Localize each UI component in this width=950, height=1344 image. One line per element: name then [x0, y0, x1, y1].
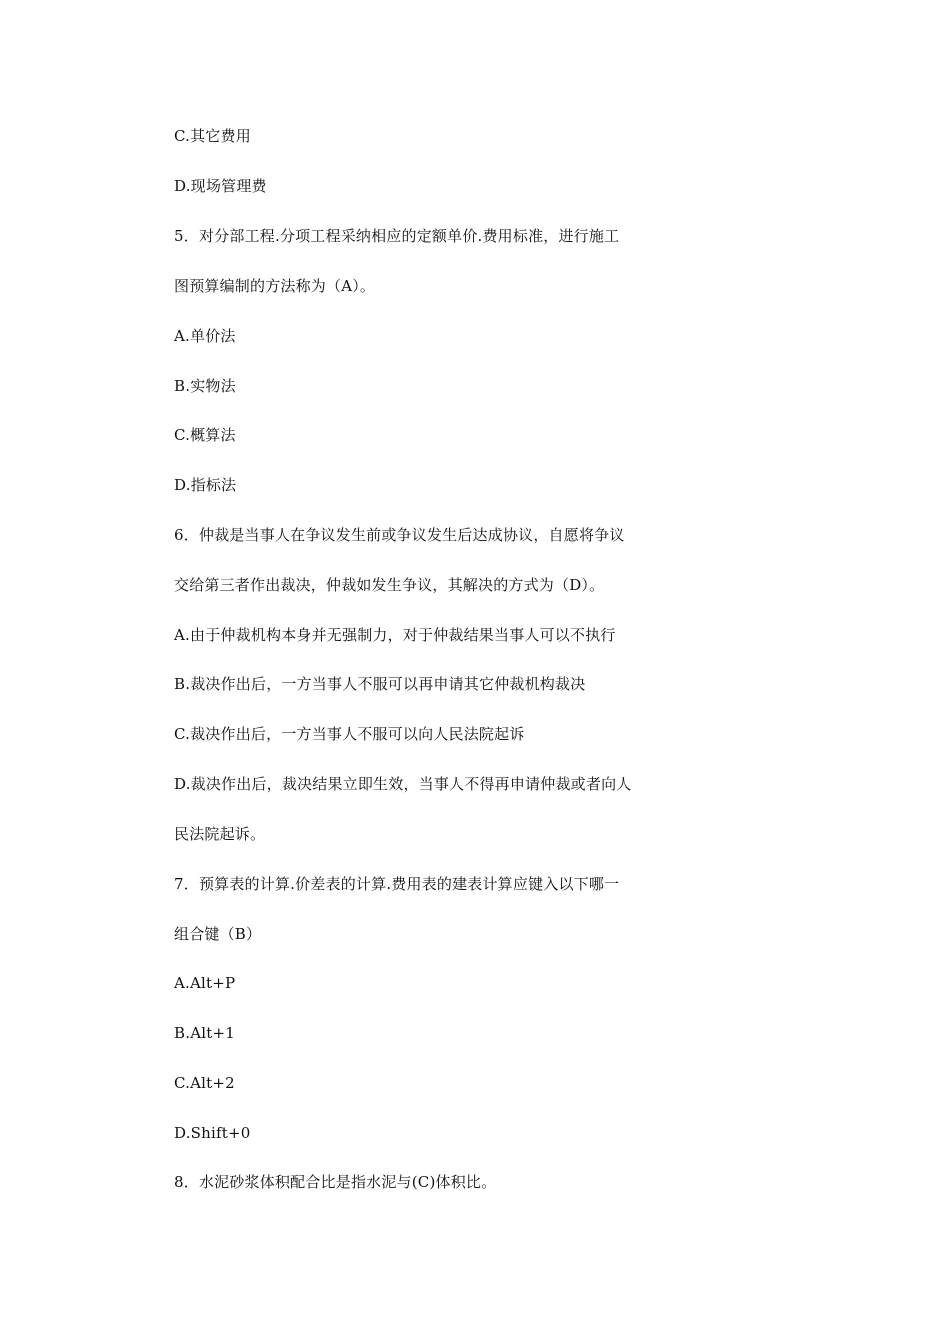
option-line: C.概算法: [174, 426, 236, 444]
option-line: A.Alt+P: [174, 974, 236, 992]
option-line: C.其它费用: [174, 127, 251, 145]
question-line: 5．对分部工程.分项工程采纳相应的定额单价.费用标准，进行施工: [174, 227, 620, 245]
option-line: A.单价法: [174, 327, 236, 345]
option-line: D.裁决作出后，裁决结果立即生效，当事人不得再申请仲裁或者向人: [174, 775, 632, 793]
option-line: B.实物法: [174, 377, 236, 395]
question-line: 6．仲裁是当事人在争议发生前或争议发生后达成协议，自愿将争议: [174, 526, 625, 544]
option-line: A.由于仲裁机构本身并无强制力，对于仲裁结果当事人可以不执行: [174, 626, 616, 644]
option-line: 民法院起诉。: [174, 825, 266, 843]
question-line: 7．预算表的计算.价差表的计算.费用表的建表计算应键入以下哪一: [174, 875, 620, 893]
option-line: C.裁决作出后，一方当事人不服可以向人民法院起诉: [174, 725, 525, 743]
option-line: D.Shift+0: [174, 1124, 251, 1142]
option-line: B.Alt+1: [174, 1024, 235, 1042]
option-line: B.裁决作出后，一方当事人不服可以再申请其它仲裁机构裁决: [174, 675, 586, 693]
option-line: D.指标法: [174, 476, 237, 494]
question-line: 8．水泥砂浆体积配合比是指水泥与(C)体积比。: [174, 1173, 497, 1191]
option-line: D.现场管理费: [174, 177, 267, 195]
option-line: C.Alt+2: [174, 1074, 235, 1092]
question-line: 交给第三者作出裁决，仲裁如发生争议，其解决的方式为（D）。: [174, 576, 605, 594]
question-line: 图预算编制的方法称为（A）。: [174, 277, 376, 295]
question-line: 组合键（B）: [174, 925, 262, 943]
